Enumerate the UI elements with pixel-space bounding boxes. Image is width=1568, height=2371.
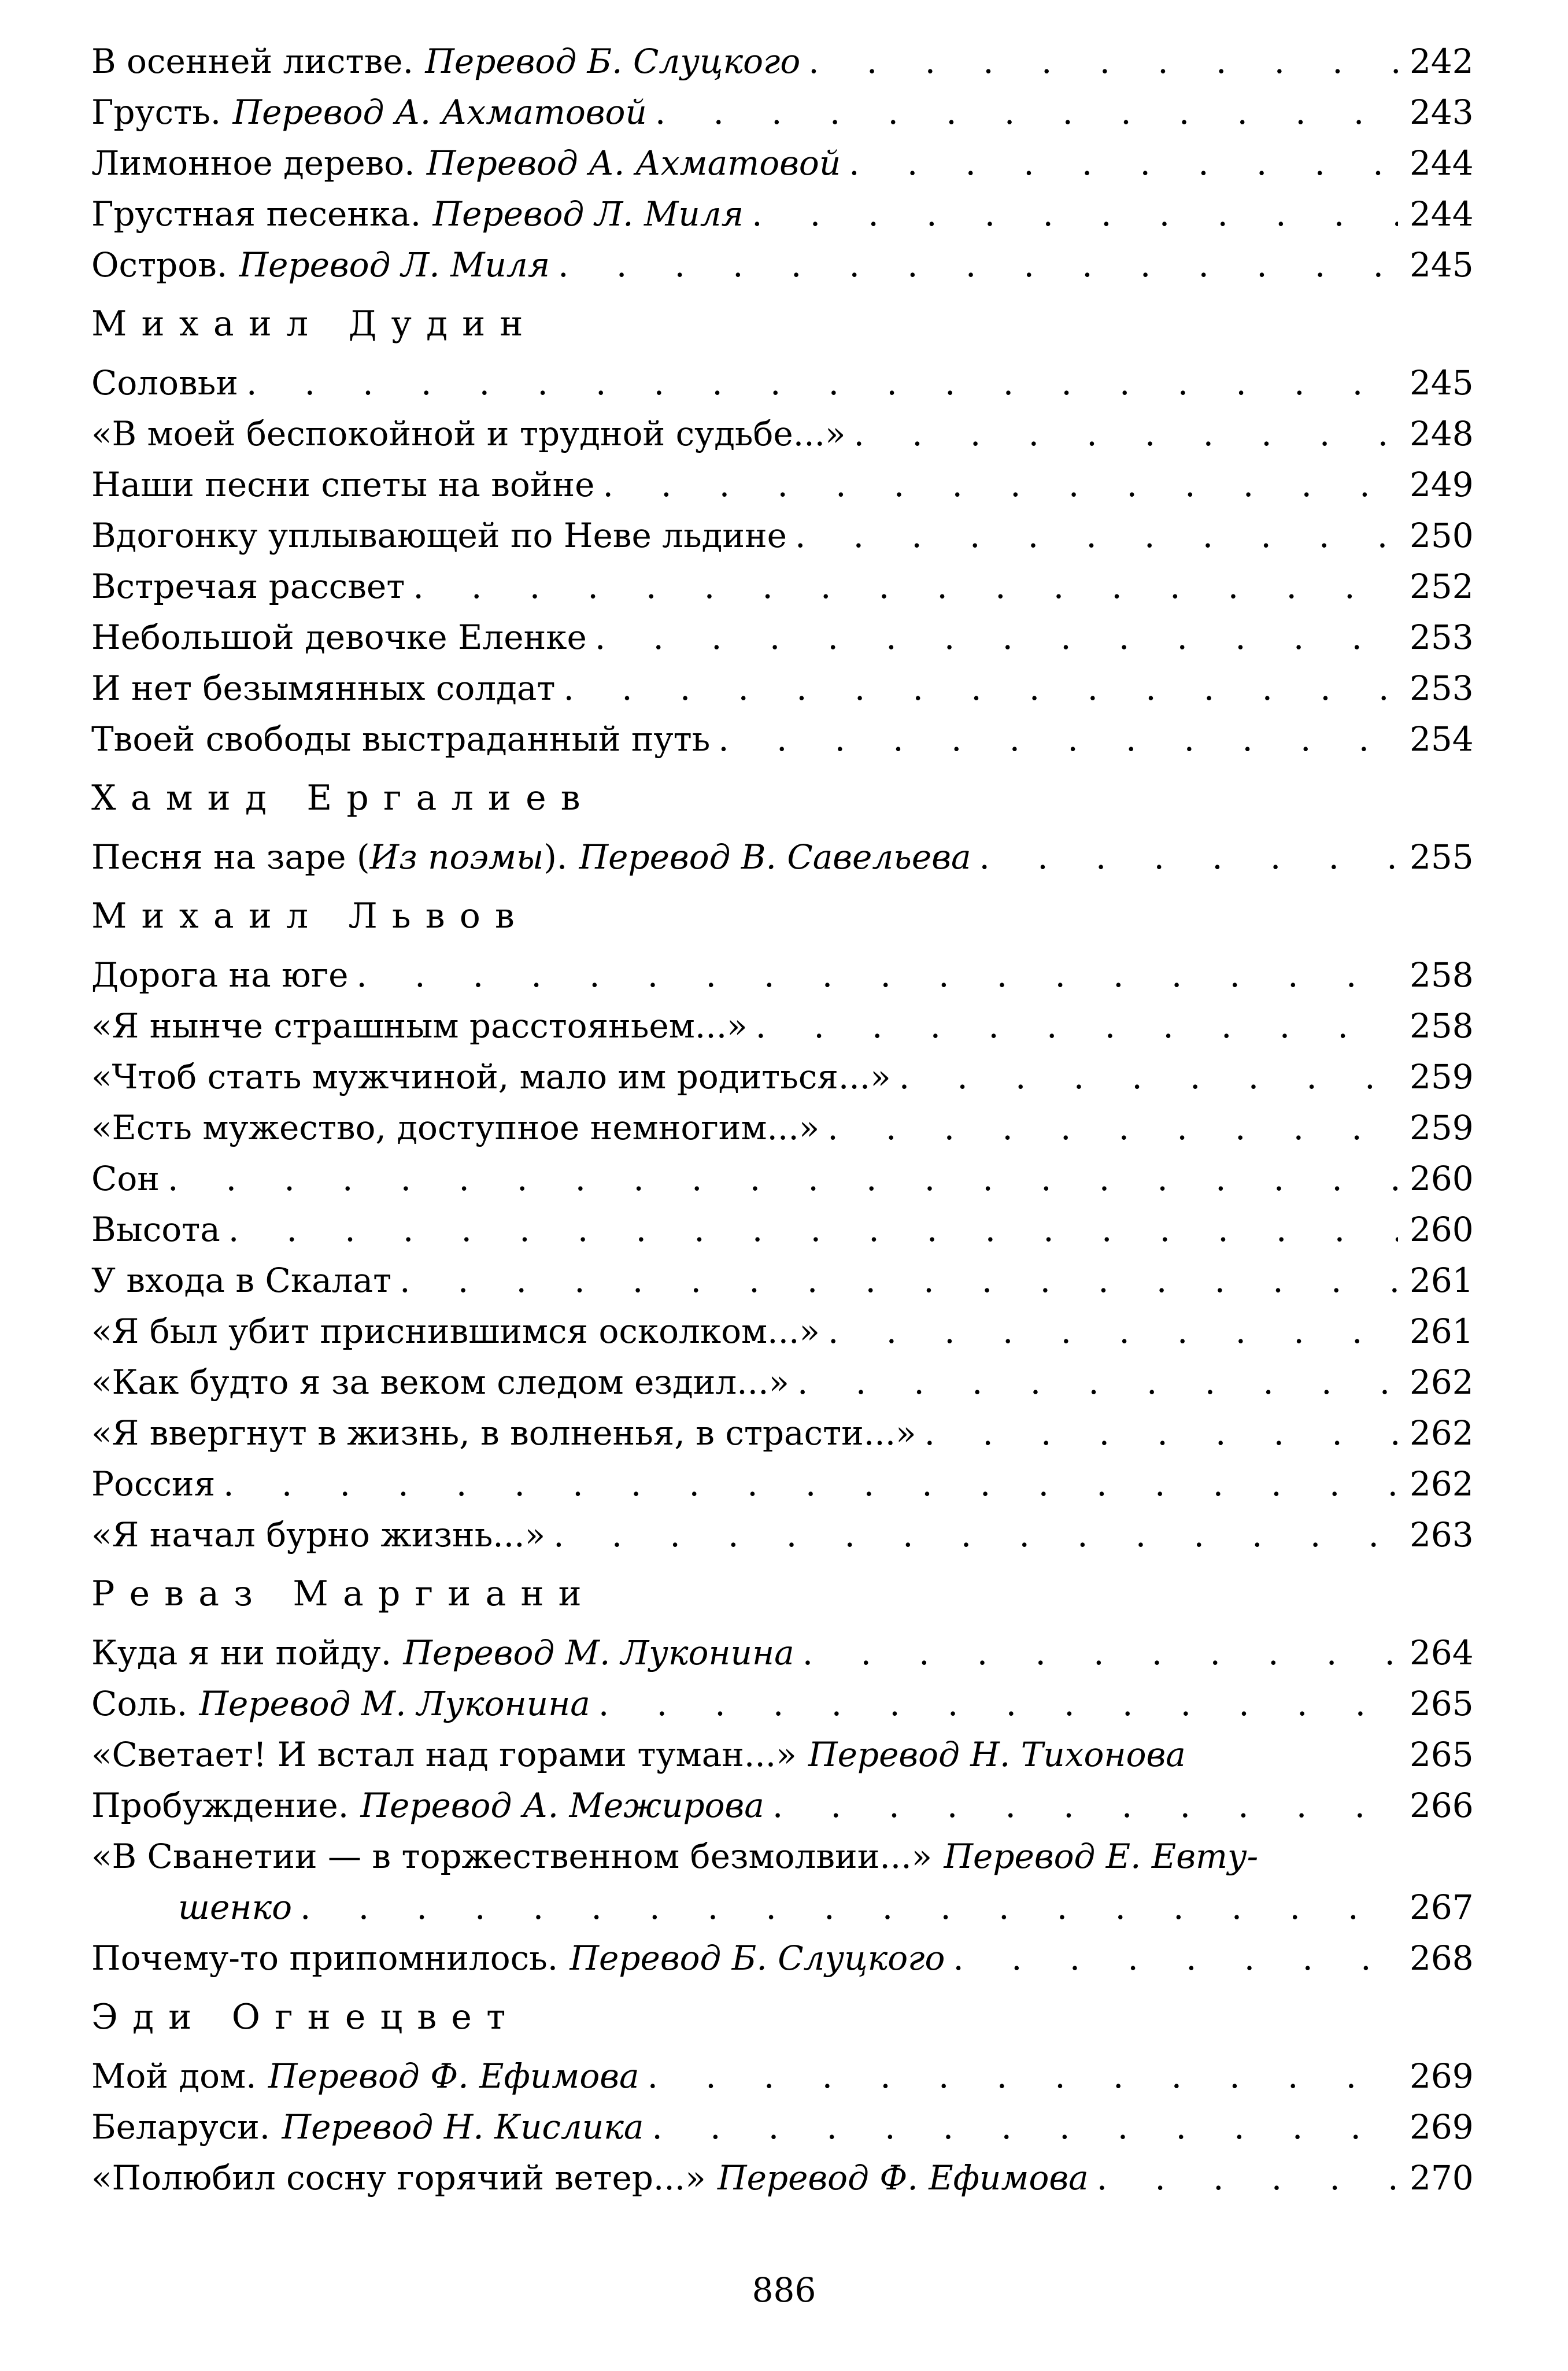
entry-title: «Я ввергнут в жизнь, в волненья, в страсти...» [91, 1413, 916, 1453]
entry-page-number: 258 [1410, 1006, 1474, 1046]
entry-title: Пробуждение. [91, 1786, 349, 1825]
dot-leader [827, 1102, 1398, 1153]
toc-entry [91, 561, 1473, 612]
entry-translator: Перевод М. Луконина [403, 1633, 794, 1672]
entry-title: Беларуси. [91, 2107, 271, 2147]
toc-entry [91, 36, 1473, 87]
entry-title: «Есть мужество, доступное немногим...» [91, 1108, 820, 1147]
entry-page-number: 249 [1410, 465, 1474, 504]
entry-title: Грустная песенка. [91, 194, 421, 234]
dot-leader [168, 1153, 1398, 1204]
entry-title: «Чтоб стать мужчиной, мало им родиться...» [91, 1057, 891, 1096]
dot-leader [718, 714, 1398, 765]
entry-translator: Перевод Н. Кислика [282, 2107, 644, 2147]
entry-page-number: 262 [1410, 1413, 1474, 1453]
toc-entry [91, 408, 1473, 459]
entry-page-number: 244 [1410, 194, 1474, 234]
toc-entry [91, 1933, 1473, 1984]
entry-title: В осенней листве. [91, 42, 414, 81]
entry-page-number: 259 [1410, 1057, 1474, 1096]
dot-leader [558, 239, 1398, 290]
entry-page-number: 250 [1410, 516, 1474, 555]
toc-entry [91, 1051, 1473, 1102]
entry-page-number: 267 [1410, 1888, 1474, 1927]
dot-leader [795, 510, 1398, 561]
author-heading: Михаил Дудин [91, 304, 538, 344]
entry-title: У входа в Скалат [91, 1261, 392, 1300]
toc-entry [91, 1678, 1473, 1729]
entry-translator: Перевод Л. Миля [239, 245, 550, 285]
entry-page-number: 264 [1410, 1633, 1474, 1672]
entry-page-number: 253 [1410, 669, 1474, 708]
entry-title: Мой дом. [91, 2056, 257, 2096]
entry-translator: Перевод Б. Слуцкого [425, 42, 801, 81]
entry-title: Россия [91, 1464, 216, 1504]
dot-leader [223, 1458, 1398, 1509]
entry-title: «Полюбил сосну горячий ветер...» [91, 2158, 706, 2198]
dot-leader [849, 138, 1398, 189]
dot-leader [356, 950, 1398, 1000]
toc-section [91, 891, 1473, 1560]
entry-page-number: 255 [1410, 837, 1474, 877]
entry-title-italic: Из поэмы [369, 837, 544, 877]
dot-leader [756, 1000, 1398, 1051]
entry-title: «В моей беспокойной и трудной судьбе...» [91, 414, 846, 453]
toc-entry [91, 357, 1473, 408]
entry-page-number: 252 [1410, 567, 1474, 606]
toc-entry [91, 1153, 1473, 1204]
toc-entry [91, 1102, 1473, 1153]
toc-section [91, 298, 1473, 765]
toc-entry [91, 663, 1473, 714]
entry-title: Куда я ни пойду. [91, 1633, 392, 1672]
entry-title: Встречая рассвет [91, 567, 405, 606]
entry-title: Высота [91, 1210, 220, 1249]
toc-entry [91, 239, 1473, 290]
dot-leader [752, 189, 1398, 239]
toc-entry [91, 189, 1473, 239]
entry-title: Грусть. [91, 93, 221, 132]
toc-entry [91, 1408, 1473, 1458]
dot-leader [828, 1306, 1398, 1357]
dot-leader [979, 832, 1398, 882]
entry-title: Остров. [91, 245, 228, 285]
entry-page-number: 261 [1410, 1261, 1474, 1300]
toc-entry [91, 459, 1473, 510]
dot-leader [553, 1509, 1398, 1560]
author-heading: Михаил Львов [91, 896, 530, 936]
toc-entry [91, 87, 1473, 138]
toc-entry [91, 832, 1473, 882]
toc-entry [91, 2152, 1473, 2203]
dot-leader [228, 1204, 1398, 1255]
toc-entry [91, 1306, 1473, 1357]
entry-title [91, 832, 567, 882]
entry-page-number: 248 [1410, 414, 1474, 453]
toc-entry [91, 510, 1473, 561]
dot-leader [648, 2051, 1398, 2102]
dot-leader [808, 36, 1398, 87]
entry-page-number: 260 [1410, 1159, 1474, 1198]
entry-title: Твоей свободы выстраданный путь [91, 719, 711, 759]
entry-page-number: 268 [1410, 1938, 1474, 1978]
dot-leader [854, 408, 1398, 459]
dot-leader [300, 1882, 1398, 1933]
entry-title: Вдогонку уплывающей по Неве льдине [91, 516, 787, 555]
toc-section [91, 773, 1473, 882]
entry-page-number: 263 [1410, 1515, 1474, 1554]
dot-leader [1097, 2152, 1398, 2203]
entry-page-number: 265 [1410, 1735, 1474, 1774]
dot-leader [413, 561, 1398, 612]
entry-title: Соловьи [91, 363, 238, 402]
dot-leader [924, 1408, 1398, 1458]
dot-leader [797, 1357, 1398, 1408]
dot-leader [602, 459, 1398, 510]
toc-entry [91, 1255, 1473, 1306]
entry-translator: Перевод Н. Тихонова [808, 1735, 1186, 1774]
author-heading: Хамид Ергалиев [91, 778, 595, 818]
entry-page-number: 262 [1410, 1464, 1474, 1504]
entry-page-number: 265 [1410, 1684, 1474, 1723]
entry-page-number: 245 [1410, 245, 1474, 285]
entry-page-number: 261 [1410, 1312, 1474, 1351]
dot-leader [655, 87, 1398, 138]
toc-section [91, 36, 1473, 290]
toc-entry [91, 138, 1473, 189]
entry-page-number: 270 [1410, 2158, 1474, 2198]
toc-entry [91, 1509, 1473, 1560]
entry-translator: Перевод Ф. Ефимова [268, 2056, 639, 2096]
toc-entry [91, 1729, 1473, 1780]
toc-entry [91, 2102, 1473, 2152]
entry-page-number: 242 [1410, 42, 1474, 81]
entry-title: «Я начал бурно жизнь...» [91, 1515, 546, 1554]
page-number: 886 [752, 2270, 816, 2310]
entry-title-end: ). [543, 837, 568, 877]
toc-entry [91, 1458, 1473, 1509]
entry-page-number: 259 [1410, 1108, 1474, 1147]
entry-translator: Перевод А. Ахматовой [426, 143, 841, 183]
toc-entry-continuation [91, 1882, 1473, 1933]
toc-entry [91, 612, 1473, 663]
entry-page-number: 253 [1410, 618, 1474, 657]
entry-page-number: 269 [1410, 2107, 1474, 2147]
toc-entry [91, 950, 1473, 1000]
dot-leader [803, 1627, 1398, 1678]
toc-entry [91, 714, 1473, 765]
entry-title: Дорога на юге [91, 955, 349, 995]
entry-translator: Перевод Л. Миля [432, 194, 744, 234]
dot-leader [246, 357, 1398, 408]
entry-title: «Я был убит приснившимся осколком...» [91, 1312, 820, 1351]
entry-title: «В Сванетии — в торжественном безмолвии...» [91, 1837, 933, 1876]
entry-title: Наши песни спеты на войне [91, 465, 595, 504]
entry-translator: Перевод А. Межирова [360, 1786, 764, 1825]
toc-entry [91, 1780, 1473, 1831]
author-heading: Эди Огнецвет [91, 1997, 520, 2037]
entry-translator: Перевод Е. Евту- [944, 1837, 1259, 1876]
dot-leader [899, 1051, 1398, 1102]
dot-leader [953, 1933, 1398, 1984]
entry-title: Соль. [91, 1684, 188, 1723]
entry-title: И нет безымянных солдат [91, 669, 556, 708]
entry-page-number: 266 [1410, 1786, 1474, 1825]
toc-entry [91, 1627, 1473, 1678]
dot-leader [772, 1780, 1398, 1831]
entry-title: «Светает! И встал над горами туман...» [91, 1735, 797, 1774]
entry-translator: Перевод А. Ахматовой [232, 93, 647, 132]
entry-page-number: 262 [1410, 1362, 1474, 1402]
toc-entry [91, 1204, 1473, 1255]
entry-translator: Перевод Ф. Ефимова [718, 2158, 1089, 2198]
entry-page-number: 243 [1410, 93, 1474, 132]
entry-translator: Перевод В. Савельева [579, 837, 971, 877]
toc-entry [91, 1000, 1473, 1051]
entry-page-number: 244 [1410, 143, 1474, 183]
entry-page-number: 269 [1410, 2056, 1474, 2096]
entry-translator-continued: шенко [178, 1888, 293, 1927]
entry-title: «Как будто я за веком следом ездил...» [91, 1362, 790, 1402]
entry-page-number: 254 [1410, 719, 1474, 759]
dot-leader [598, 1678, 1398, 1729]
entry-title: Небольшой девочке Еленке [91, 618, 587, 657]
entry-translator: Перевод Б. Слуцкого [569, 1938, 945, 1978]
author-heading: Реваз Маргиани [91, 1574, 596, 1614]
dot-leader [595, 612, 1398, 663]
entry-page-number: 245 [1410, 363, 1474, 402]
toc-section [91, 1568, 1473, 1984]
entry-title: «Я нынче страшным расстояньем...» [91, 1006, 748, 1046]
entry-translator: Перевод М. Луконина [199, 1684, 590, 1723]
entry-title: Почему-то припомнилось. [91, 1938, 559, 1978]
toc-entry [91, 1831, 1473, 1882]
dot-leader [652, 2102, 1398, 2152]
entry-page-number: 258 [1410, 955, 1474, 995]
dot-leader [564, 663, 1398, 714]
entry-title: Лимонное дерево. [91, 143, 415, 183]
entry-page-number: 260 [1410, 1210, 1474, 1249]
toc-entry [91, 2051, 1473, 2102]
toc-entry [91, 1357, 1473, 1408]
entry-title-start: Песня на заре ( [91, 837, 370, 877]
table-of-contents [91, 36, 1473, 2203]
dot-leader [400, 1255, 1398, 1306]
toc-section [91, 1992, 1473, 2203]
entry-title: Сон [91, 1159, 160, 1198]
